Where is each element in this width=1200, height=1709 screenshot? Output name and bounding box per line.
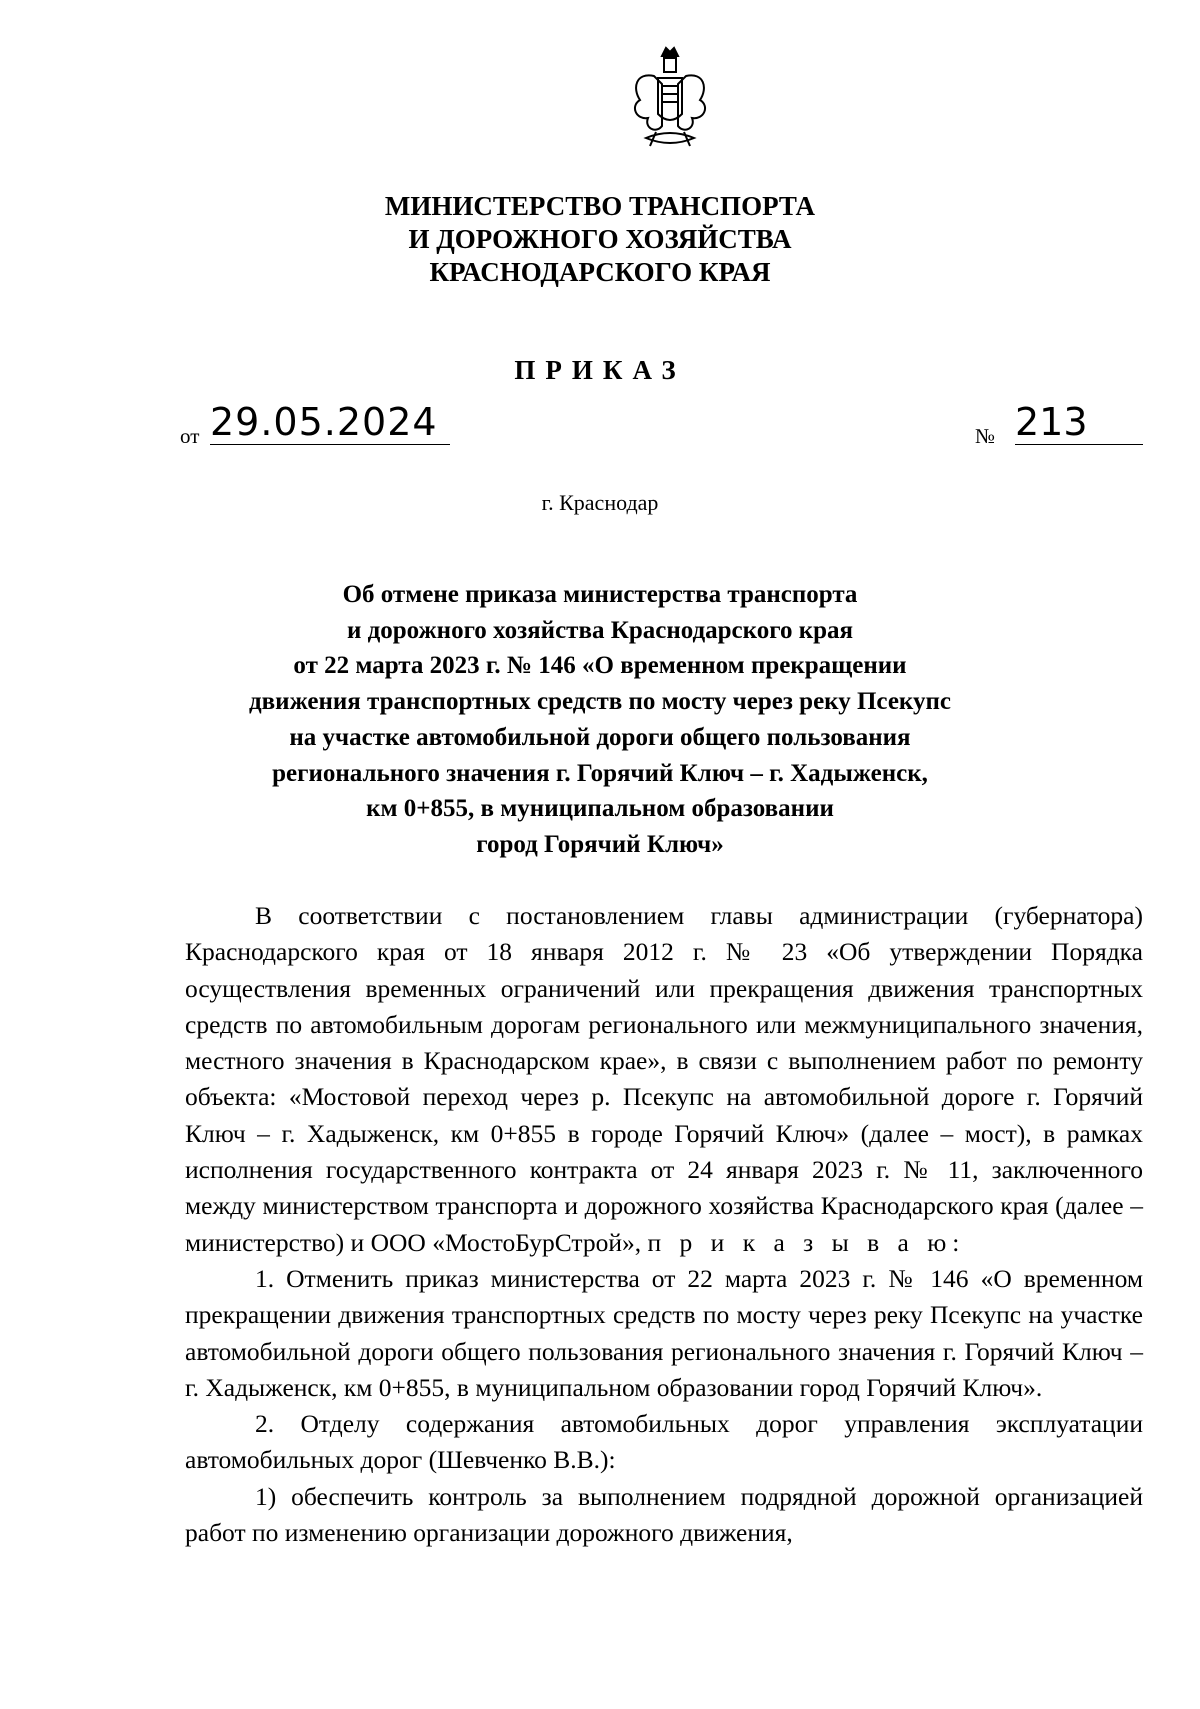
order-subject (0, 577, 1200, 863)
number-prefix: № (975, 424, 996, 448)
item-2-1-paragraph: 1) обеспечить контроль за выполнением подрядной дорожной организацией работ по изменению организации дорожного движения, (185, 1481, 1143, 1548)
ministry-name (0, 190, 1200, 289)
subject-line: на участке автомобильной дороги общего пользования (289, 723, 911, 751)
subject-line: регионального значения г. Горячий Ключ – г. Хадыженск, (272, 759, 928, 787)
decree-word: п р и к а з ы в а ю: (647, 1227, 966, 1257)
subject-line: Об отмене приказа министерства транспорта (342, 581, 858, 608)
date-prefix: от (180, 424, 200, 448)
preamble-text: В соответствии с постановлением главы администрации (губернатора) Краснодарского края от 18 января 2012 г. № 23 «Об утверждении Порядка осуществления временных ограничений или прекращения движения транспортных средств по автомобильным дорогам регионального или межмуниципального значения, местного значения в Краснодарском крае», в связи с выполнением работ по ремонту объекта: «Мостовой переход через р. Псекупс на автомобильной дороге г. Горячий Ключ – г. Хадыженск, км 0+855 в городе Горячий Ключ» (далее – мост), в рамках исполнения государственного контракта от 24 января 2023 г. № 11, заключенного между министерством транспорта и дорожного хозяйства Краснодарского края (далее – министерство) и ООО «МостоБурСтрой», (185, 901, 1143, 1257)
handwritten-date: 29.05.2024 (210, 400, 450, 445)
ministry-line-2: И ДОРОЖНОГО ХОЗЯЙСТВА (408, 224, 792, 254)
order-title: ПРИКАЗ (514, 355, 686, 385)
subject-line: движения транспортных средств по мосту через реку Псекупс (249, 688, 951, 716)
item-2-paragraph: 2. Отделу содержания автомобильных дорог управления эксплуатации автомобильных дорог (Шевченко В.В.): (185, 1409, 1143, 1475)
ministry-line-3: КРАСНОДАРСКОГО КРАЯ (429, 257, 771, 287)
order-number (975, 400, 1145, 450)
order-date (180, 400, 450, 450)
item-1-paragraph: 1. Отменить приказ министерства от 22 марта 2023 г. № 146 «О временном прекращении движения транспортных средств по мосту через реку Псекупс на участке автомобильной дороги общего пользования регионального значения г. Горячий Ключ – г. Хадыженск, км 0+855, в муниципальном образовании город Горячий Ключ». (185, 1263, 1143, 1402)
ministry-line-1: МИНИСТЕРСТВО ТРАНСПОРТА (384, 191, 816, 221)
subject-line: км 0+855, в муниципальном образовании (366, 795, 834, 823)
subject-line: и дорожного хозяйства Краснодарского края (346, 616, 854, 644)
coat-of-arms-icon (626, 42, 714, 154)
subject-line: город Горячий Ключ» (476, 830, 724, 858)
preamble-paragraph (185, 898, 1143, 1261)
handwritten-number: 213 (1015, 400, 1143, 445)
city-name: г. Краснодар (541, 490, 659, 515)
order-body (185, 898, 1143, 1551)
subject-line: от 22 марта 2023 г. № 146 «О временном прекращении (293, 652, 907, 680)
